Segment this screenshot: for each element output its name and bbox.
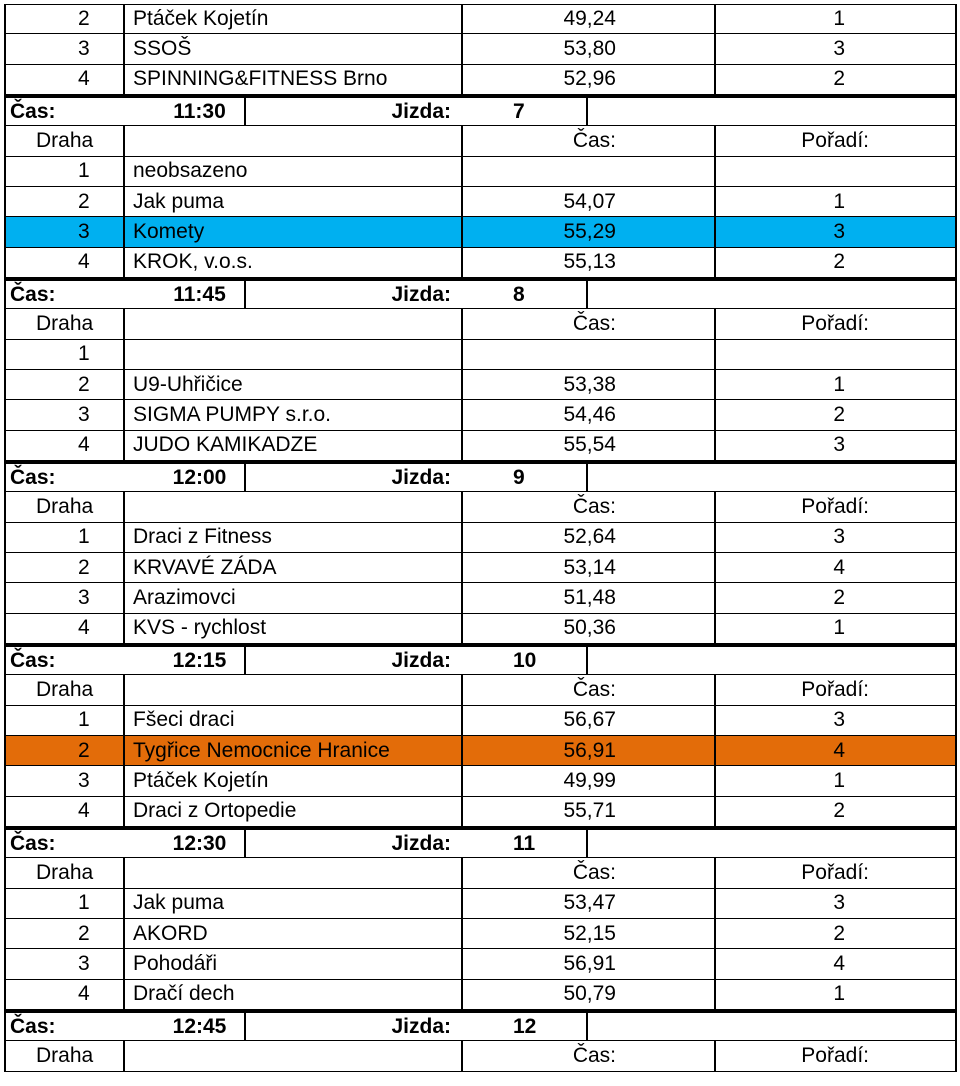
team-name: Pohodáři xyxy=(125,949,463,979)
team-rank: 3 xyxy=(716,431,957,461)
team-name: Draci z Ortopedie xyxy=(125,797,463,827)
header-lane: Draha xyxy=(4,858,125,888)
header-blank xyxy=(125,309,463,339)
heat-blank xyxy=(588,647,957,676)
lane-number: 1 xyxy=(4,706,125,736)
header-blank xyxy=(125,858,463,888)
lane-number: 1 xyxy=(4,157,125,187)
team-name: Ptáček Kojetín xyxy=(125,4,463,34)
team-rank: 1 xyxy=(716,4,957,34)
team-row xyxy=(4,949,957,979)
lane-number: 4 xyxy=(4,65,125,95)
heat-time: 11:30 xyxy=(125,98,246,127)
team-rank: 2 xyxy=(716,919,957,949)
team-time xyxy=(463,157,716,187)
column-header-row xyxy=(4,492,957,522)
team-name: Jak puma xyxy=(125,187,463,217)
team-row xyxy=(4,553,957,583)
team-name: Tygřice Nemocnice Hranice xyxy=(125,736,463,766)
heat-header xyxy=(4,644,957,676)
team-row xyxy=(4,706,957,736)
heat-time-label: Čas: xyxy=(4,1013,125,1042)
column-header-row xyxy=(4,675,957,705)
team-time: 52,96 xyxy=(463,65,716,95)
team-rank xyxy=(716,157,957,187)
team-name: Komety xyxy=(125,217,463,247)
heat-time-label: Čas: xyxy=(4,464,125,493)
heat-header xyxy=(4,461,957,493)
team-row xyxy=(4,370,957,400)
team-time: 54,07 xyxy=(463,187,716,217)
lane-number: 4 xyxy=(4,248,125,278)
header-lane: Draha xyxy=(4,1041,125,1071)
heat-number-label: Jizda: xyxy=(246,830,463,859)
team-time: 51,48 xyxy=(463,583,716,613)
lane-number: 2 xyxy=(4,553,125,583)
column-header-row xyxy=(4,309,957,339)
team-time: 53,80 xyxy=(463,34,716,64)
header-time: Čas: xyxy=(463,1041,716,1071)
team-rank: 4 xyxy=(716,949,957,979)
team-time: 54,46 xyxy=(463,400,716,430)
team-rank: 2 xyxy=(716,797,957,827)
heat-number-label: Jizda: xyxy=(246,1013,463,1042)
team-rank: 1 xyxy=(716,766,957,796)
team-rank: 3 xyxy=(716,34,957,64)
heat-blank xyxy=(588,1013,957,1042)
lane-number: 4 xyxy=(4,980,125,1010)
team-name: SIGMA PUMPY s.r.o. xyxy=(125,400,463,430)
team-row xyxy=(4,797,957,827)
lane-number: 3 xyxy=(4,400,125,430)
team-name xyxy=(125,340,463,370)
heat-blank xyxy=(588,98,957,127)
header-rank: Pořadí: xyxy=(716,675,957,705)
team-row xyxy=(4,187,957,217)
team-time: 55,71 xyxy=(463,797,716,827)
team-time: 52,15 xyxy=(463,919,716,949)
team-row xyxy=(4,400,957,430)
header-blank xyxy=(125,492,463,522)
heat-header xyxy=(4,278,957,310)
heat-header xyxy=(4,95,957,127)
team-time: 50,36 xyxy=(463,614,716,644)
column-header-row xyxy=(4,1041,957,1071)
lane-number: 2 xyxy=(4,370,125,400)
team-name: U9-Uhřičice xyxy=(125,370,463,400)
team-rank: 2 xyxy=(716,248,957,278)
team-row xyxy=(4,766,957,796)
lane-number: 2 xyxy=(4,736,125,766)
team-row xyxy=(4,65,957,95)
lane-number: 4 xyxy=(4,797,125,827)
team-time: 49,99 xyxy=(463,766,716,796)
lane-number: 3 xyxy=(4,34,125,64)
lane-number: 2 xyxy=(4,187,125,217)
column-header-row xyxy=(4,858,957,888)
team-rank: 2 xyxy=(716,400,957,430)
team-name: Fšeci draci xyxy=(125,706,463,736)
heat-time: 12:30 xyxy=(125,830,246,859)
team-row xyxy=(4,523,957,553)
team-rank: 1 xyxy=(716,614,957,644)
team-time: 53,14 xyxy=(463,553,716,583)
heat-number: 11 xyxy=(463,830,588,859)
team-rank: 4 xyxy=(716,553,957,583)
header-rank: Pořadí: xyxy=(716,492,957,522)
heat-number: 9 xyxy=(463,464,588,493)
team-row xyxy=(4,889,957,919)
header-blank xyxy=(125,126,463,156)
team-time: 55,29 xyxy=(463,217,716,247)
team-time: 53,38 xyxy=(463,370,716,400)
heat-number: 7 xyxy=(463,98,588,127)
team-name: Dračí dech xyxy=(125,980,463,1010)
team-rank: 3 xyxy=(716,889,957,919)
team-row xyxy=(4,919,957,949)
lane-number: 3 xyxy=(4,583,125,613)
heat-number-label: Jizda: xyxy=(246,98,463,127)
heat-number-label: Jizda: xyxy=(246,281,463,310)
team-name: Draci z Fitness xyxy=(125,523,463,553)
heat-time-label: Čas: xyxy=(4,830,125,859)
heat-number-label: Jizda: xyxy=(246,647,463,676)
team-rank: 1 xyxy=(716,980,957,1010)
team-time: 50,79 xyxy=(463,980,716,1010)
team-name: KRVAVÉ ZÁDA xyxy=(125,553,463,583)
heat-blank xyxy=(588,830,957,859)
header-lane: Draha xyxy=(4,309,125,339)
heat-time-label: Čas: xyxy=(4,281,125,310)
team-row xyxy=(4,340,957,370)
team-time xyxy=(463,340,716,370)
team-row xyxy=(4,431,957,461)
team-name: KVS - rychlost xyxy=(125,614,463,644)
team-rank: 3 xyxy=(716,523,957,553)
team-rank: 2 xyxy=(716,65,957,95)
lane-number: 3 xyxy=(4,949,125,979)
header-time: Čas: xyxy=(463,309,716,339)
team-time: 52,64 xyxy=(463,523,716,553)
column-header-row xyxy=(4,126,957,156)
team-row xyxy=(4,248,957,278)
lane-number: 2 xyxy=(4,919,125,949)
heat-time-label: Čas: xyxy=(4,647,125,676)
team-row xyxy=(4,614,957,644)
team-name: KROK, v.o.s. xyxy=(125,248,463,278)
heat-time-label: Čas: xyxy=(4,98,125,127)
team-rank: 1 xyxy=(716,187,957,217)
team-name: JUDO KAMIKADZE xyxy=(125,431,463,461)
heat-number-label: Jizda: xyxy=(246,464,463,493)
header-rank: Pořadí: xyxy=(716,1041,957,1071)
lane-number: 4 xyxy=(4,614,125,644)
header-lane: Draha xyxy=(4,675,125,705)
team-time: 56,91 xyxy=(463,949,716,979)
team-time: 55,54 xyxy=(463,431,716,461)
team-rank: 3 xyxy=(716,706,957,736)
header-rank: Pořadí: xyxy=(716,858,957,888)
lane-number: 1 xyxy=(4,889,125,919)
team-rank: 3 xyxy=(716,217,957,247)
header-rank: Pořadí: xyxy=(716,126,957,156)
team-time: 56,67 xyxy=(463,706,716,736)
heat-time: 12:00 xyxy=(125,464,246,493)
header-time: Čas: xyxy=(463,126,716,156)
heat-blank xyxy=(588,464,957,493)
header-blank xyxy=(125,1041,463,1071)
header-lane: Draha xyxy=(4,492,125,522)
team-rank xyxy=(716,340,957,370)
heat-time: 12:15 xyxy=(125,647,246,676)
heat-number: 8 xyxy=(463,281,588,310)
header-time: Čas: xyxy=(463,492,716,522)
team-time: 56,91 xyxy=(463,736,716,766)
lane-number: 3 xyxy=(4,766,125,796)
team-row xyxy=(4,4,957,34)
heat-number: 12 xyxy=(463,1013,588,1042)
team-name: Jak puma xyxy=(125,889,463,919)
team-row xyxy=(4,736,957,766)
team-name: Arazimovci xyxy=(125,583,463,613)
heat-number: 10 xyxy=(463,647,588,676)
team-name: SSOŠ xyxy=(125,34,463,64)
header-lane: Draha xyxy=(4,126,125,156)
heat-time: 12:45 xyxy=(125,1013,246,1042)
header-blank xyxy=(125,675,463,705)
team-name: SPINNING&FITNESS Brno xyxy=(125,65,463,95)
team-row xyxy=(4,980,957,1010)
lane-number: 3 xyxy=(4,217,125,247)
team-row xyxy=(4,583,957,613)
team-name: Ptáček Kojetín xyxy=(125,766,463,796)
team-name: neobsazeno xyxy=(125,157,463,187)
header-rank: Pořadí: xyxy=(716,309,957,339)
team-time: 49,24 xyxy=(463,4,716,34)
header-time: Čas: xyxy=(463,858,716,888)
heat-blank xyxy=(588,281,957,310)
heat-header xyxy=(4,827,957,859)
team-row xyxy=(4,217,957,247)
team-time: 53,47 xyxy=(463,889,716,919)
heat-time: 11:45 xyxy=(125,281,246,310)
team-rank: 4 xyxy=(716,736,957,766)
lane-number: 4 xyxy=(4,431,125,461)
team-rank: 1 xyxy=(716,370,957,400)
lane-number: 1 xyxy=(4,340,125,370)
header-time: Čas: xyxy=(463,675,716,705)
lane-number: 1 xyxy=(4,523,125,553)
team-rank: 2 xyxy=(716,583,957,613)
heat-header xyxy=(4,1010,957,1042)
team-row xyxy=(4,157,957,187)
team-row xyxy=(4,34,957,64)
team-name: AKORD xyxy=(125,919,463,949)
team-time: 55,13 xyxy=(463,248,716,278)
lane-number: 2 xyxy=(4,4,125,34)
